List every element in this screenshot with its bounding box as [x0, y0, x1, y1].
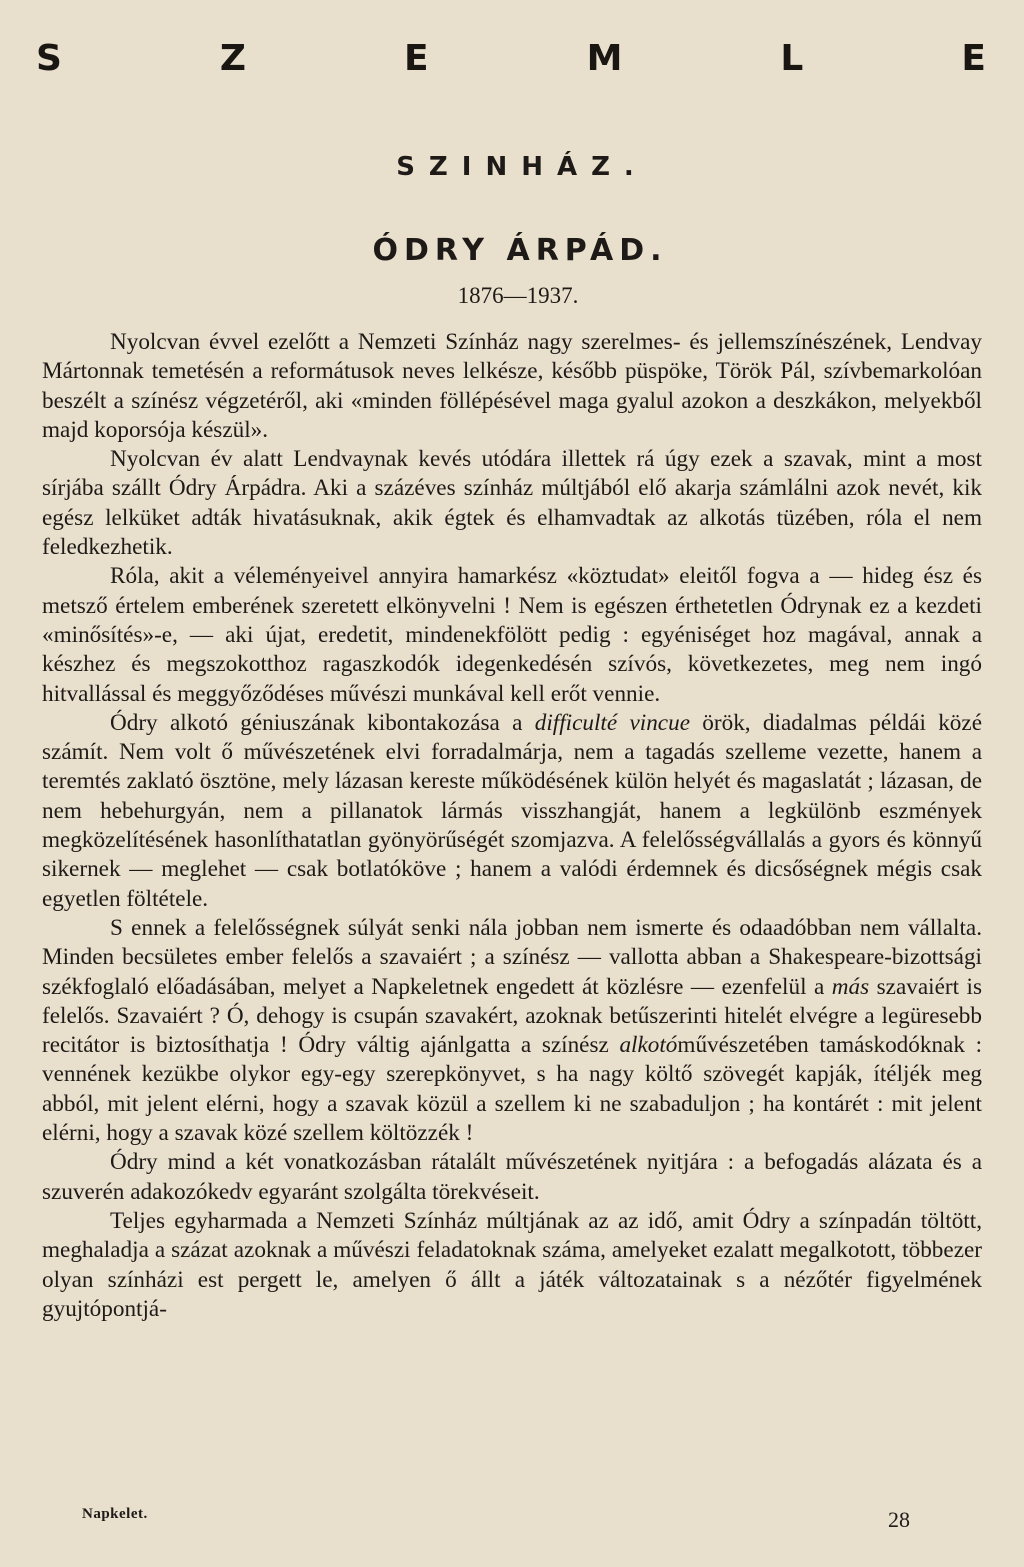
paragraph-text: Róla, akit a véleményeivel annyira hamarkész «köztudat» eleitől fogva a — hideg ész és metsző értelem emberének szeretett elkönyvelni ! Nem is egészen érthetetlen Ódrynak ez a kezdeti «minősítés»-e, — aki újat, eredetit, mindenekfölött pedig : egyéniséget hoz magával, annak a készhez és megszokotthoz ragaszkodók idegenkedésén szívós, következetes, meg nem ingó hitvallással és meggyőződéses művészi munkával kell erőt vennie.: [42, 563, 982, 707]
italic-phrase: alkotó: [619, 1032, 678, 1059]
paragraph-text: Ódry alkotó géniuszának kibontakozása a: [110, 709, 535, 736]
article-dates: 1876—1937.: [457, 283, 579, 308]
article-title: ÓDRY ÁRPÁD.: [372, 233, 668, 268]
paragraph: [42, 562, 982, 708]
paragraph: [42, 914, 982, 1148]
section-title: SZINHÁZ.: [396, 152, 648, 182]
article-body: [42, 328, 982, 1324]
header-letter: L: [780, 38, 804, 79]
header-letter: M: [586, 38, 623, 79]
header-letter: E: [961, 38, 986, 79]
paragraph-text: Teljes egyharmada a Nemzeti Színház múltjának az az idő, amit Ódry a színpadán töltött, meghaladja a százat azoknak a művészi feladatoknak száma, amelyeket ezalatt megalkotott, többezer olyan színházi est pergett le, amelyen ő állt a játék változatainak s a nézőtér figyelmének gyujtópontjá-: [42, 1207, 982, 1322]
paragraph-text: S ennek a felelősségnek súlyát senki nála jobban nem ismerte és odaadóbban nem vállalta. Minden becsületes ember felelős a szavaiért ; a színész — vallotta abban a Shakespeare-bizottsági székfoglaló előadásában, melyet a Napkeletnek engedett át közlésre — ezenfelül a: [42, 914, 982, 1000]
paragraph: [42, 709, 982, 914]
page-number: 28: [888, 1507, 910, 1532]
paragraph-text: Nyolcvan év alatt Lendvaynak kevés utódára illettek rá úgy ezek a szavak, mint a most sírjába szállt Ódry Árpádra. Aki a százéves színház múltjából elő akarja számlálni azok nevét, kik egész lelküket adták hivatásuknak, akik égtek és elhamvadtak az alkotás tüzében, róla el nem feledkezhetik.: [42, 446, 982, 561]
italic-phrase: más: [831, 973, 870, 1000]
paragraph-text: művészetében tamáskodóknak : vennének kezükbe olykor egy-egy szerepkönyvet, s ha nagy költő szövegét kapják, ítéljék meg abból, mit jelent elérni, hogy a szavak közül a szellem ki ne szabaduljon ; ha kontárét : mit jelent elérni, hogy a szavak közé szellem költözzék !: [42, 1032, 983, 1147]
section-header: [36, 38, 986, 79]
publication-name: Napkelet.: [82, 1506, 148, 1522]
paragraph: [42, 328, 982, 445]
paragraph-text: Ódry mind a két vonatkozásban rátalált művészetének nyitjára : a befogadás alázata és a szuverén adakozókedv egyaránt szolgálta törekvéseit.: [42, 1149, 982, 1205]
header-letter: Z: [219, 38, 247, 79]
paragraph-text: szavaiért is felelős. Szavaiért ? Ó, dehogy is csupán szavakért, azoknak betűszerinti hitelét elvégre a legüresebb recitátor is biztosíthatja ! Ódry váltig ajánlgatta a színész: [42, 973, 982, 1059]
paragraph: [42, 1148, 982, 1207]
paragraph-text: örök, diadalmas példái közé számít. Nem volt ő művészetének elvi forradalmárja, nem a tagadás szelleme vezette, hanem a teremtés zaklató ösztöne, mely lázasan kereste működésének külön helyét és magaslatát ; lázasan, de nem hebehurgyán, nem a pillanatok lármás visszhangját, hanem a legkülönb eszmények megközelítésének hasonlíthatatlan gyönyörűségét szomjazva. A felelősségvállalás a gyors és könnyű sikernek — meglehet — csak botlatóköve ; hanem a valódi érdemnek és dicsőségnek mégis csak egyetlen föltétele.: [42, 709, 982, 912]
paragraph: [42, 445, 982, 562]
paragraph: [42, 1207, 982, 1324]
italic-phrase: difficulté vincue: [534, 709, 690, 736]
paragraph-text: Nyolcvan évvel ezelőtt a Nemzeti Színház nagy szerelmes- és jellemszínészének, Lendvay Mártonnak temetésén a reformátusok neves lelkésze, később püspöke, Török Pál, szívbemarkolóan beszélt a színész végzetéről, aki «minden föllépésével maga gyalul azokon a deszkákon, melyekből majd koporsója készül».: [42, 329, 982, 443]
header-letter: E: [404, 38, 429, 79]
header-letter: S: [36, 38, 62, 79]
